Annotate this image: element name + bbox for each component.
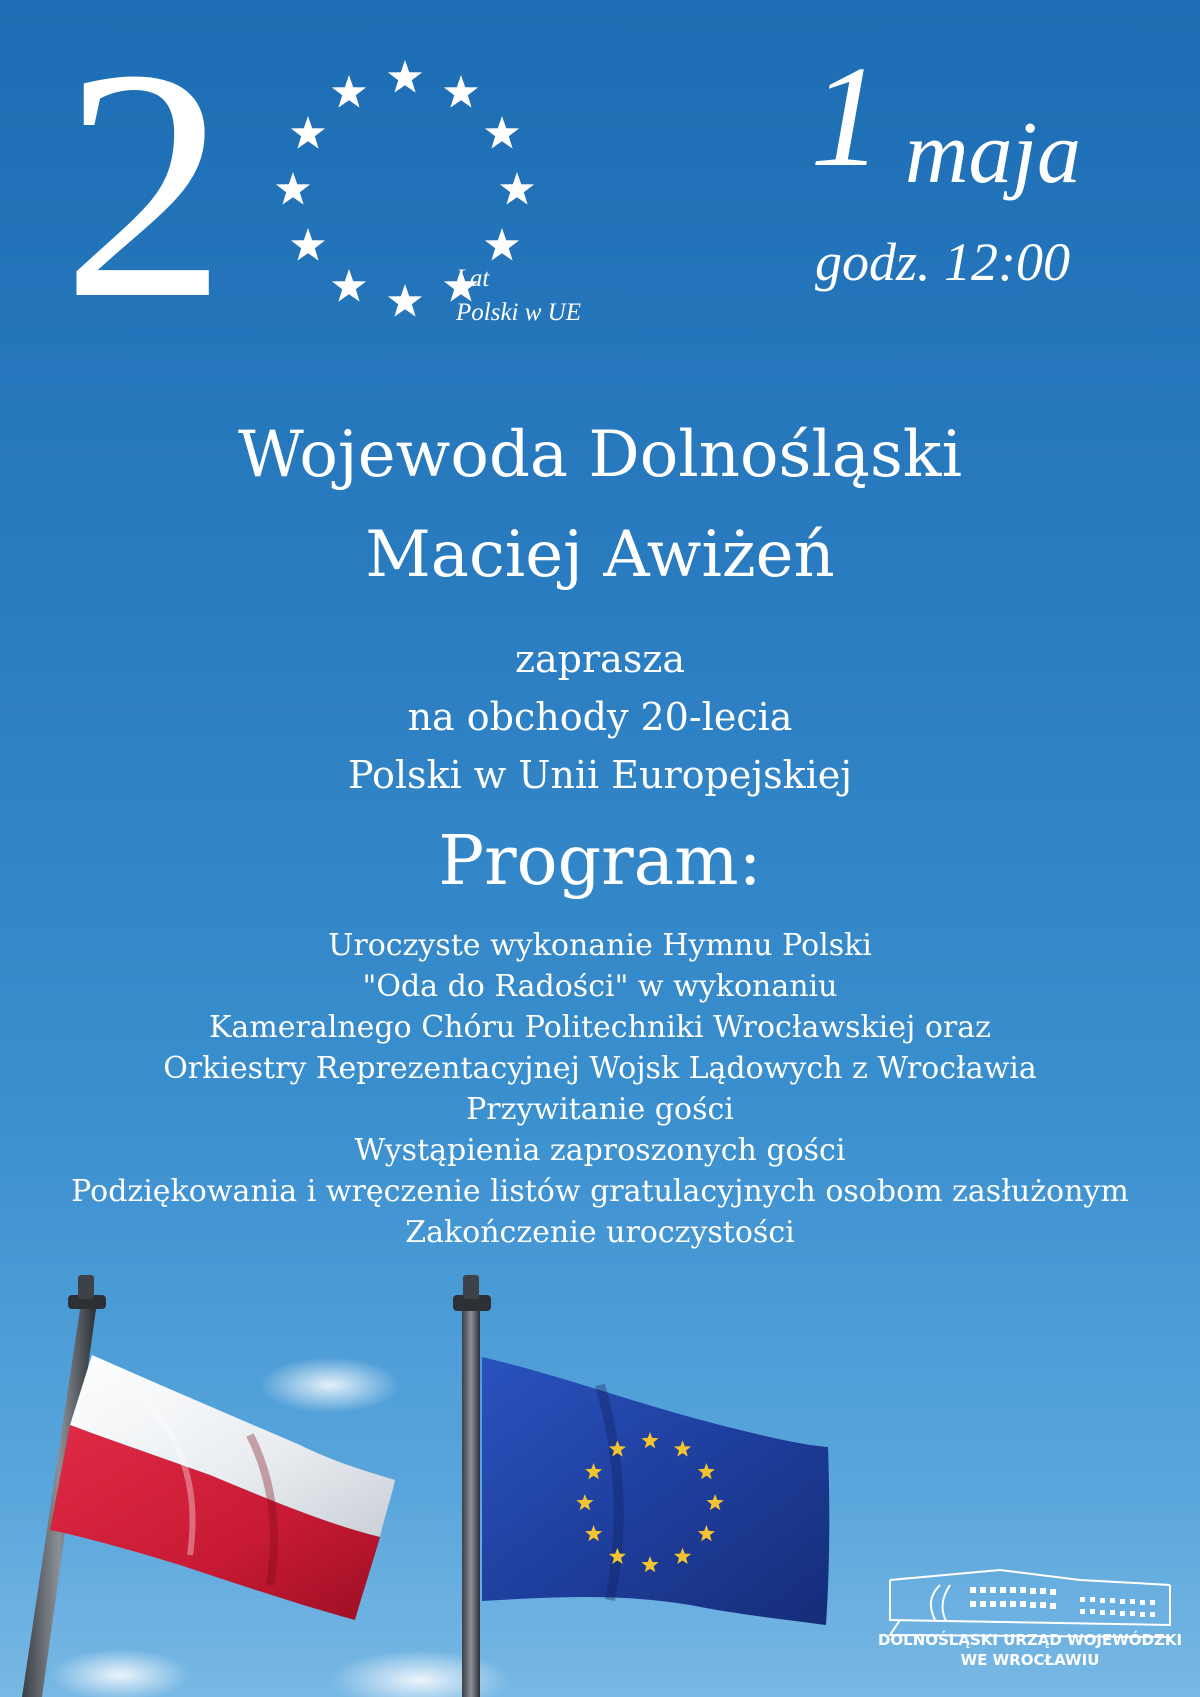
invitation-line-2: na obchody 20-lecia bbox=[407, 695, 793, 739]
anniversary-caption bbox=[456, 262, 581, 330]
eu-star-icon bbox=[485, 228, 519, 261]
event-day: 1 bbox=[810, 37, 883, 197]
host-block bbox=[0, 405, 1200, 605]
program-title: Program: bbox=[438, 822, 762, 901]
eu-star-icon bbox=[276, 172, 310, 205]
eu-star-icon bbox=[388, 284, 422, 317]
invitation-line-1: zaprasza bbox=[515, 637, 685, 681]
eu-star-icon bbox=[291, 116, 325, 149]
anniversary-digit: 2 bbox=[62, 2, 227, 367]
eu-star-icon bbox=[332, 75, 366, 108]
event-time: godz. 12:00 bbox=[815, 232, 1070, 292]
host-name: Maciej Awiżeń bbox=[365, 518, 835, 592]
eu-flag-icon bbox=[482, 1357, 829, 1625]
program-item: Zakończenie uroczystości bbox=[405, 1215, 795, 1250]
event-month: maja bbox=[905, 105, 1081, 202]
program-item: Podziękowania i wręczenie listów gratulacyjnych osobom zasłużonym bbox=[71, 1174, 1129, 1209]
eu-star-icon bbox=[332, 269, 366, 302]
eu-star-icon bbox=[485, 116, 519, 149]
organizer-name-line-2: WE WROCŁAWIU bbox=[960, 1651, 1100, 1669]
anniversary-caption-lat: Lat bbox=[456, 265, 490, 292]
eu-star-icon bbox=[444, 75, 478, 108]
program-item: Orkiestry Reprezentacyjnej Wojsk Lądowych z Wrocławia bbox=[163, 1051, 1037, 1086]
eu-star-icon bbox=[388, 60, 422, 93]
eu-star-icon bbox=[291, 228, 325, 261]
eu-star-icon bbox=[500, 172, 534, 205]
program-list bbox=[0, 925, 1200, 1253]
invitation-line-3: Polski w Unii Europejskiej bbox=[347, 753, 853, 797]
program-item: Wystąpienia zaproszonych gości bbox=[354, 1133, 846, 1168]
program-item: Przywitanie gości bbox=[466, 1092, 734, 1127]
host-title: Wojewoda Dolnośląski bbox=[237, 418, 963, 492]
flags-illustration bbox=[0, 1275, 860, 1697]
organizer-name-line-1: DOLNOŚLĄSKI URZĄD WOJEWÓDZKI bbox=[877, 1631, 1183, 1649]
organizer-name bbox=[870, 1630, 1190, 1670]
program-item: Uroczyste wykonanie Hymnu Polski bbox=[328, 928, 872, 963]
anniversary-caption-poland-eu: Polski w UE bbox=[456, 299, 581, 326]
program-item: "Oda do Radości" w wykonaniu bbox=[362, 969, 838, 1004]
program-item: Kameralnego Chóru Politechniki Wrocławskiej oraz bbox=[209, 1010, 991, 1045]
invitation-block bbox=[0, 630, 1200, 804]
